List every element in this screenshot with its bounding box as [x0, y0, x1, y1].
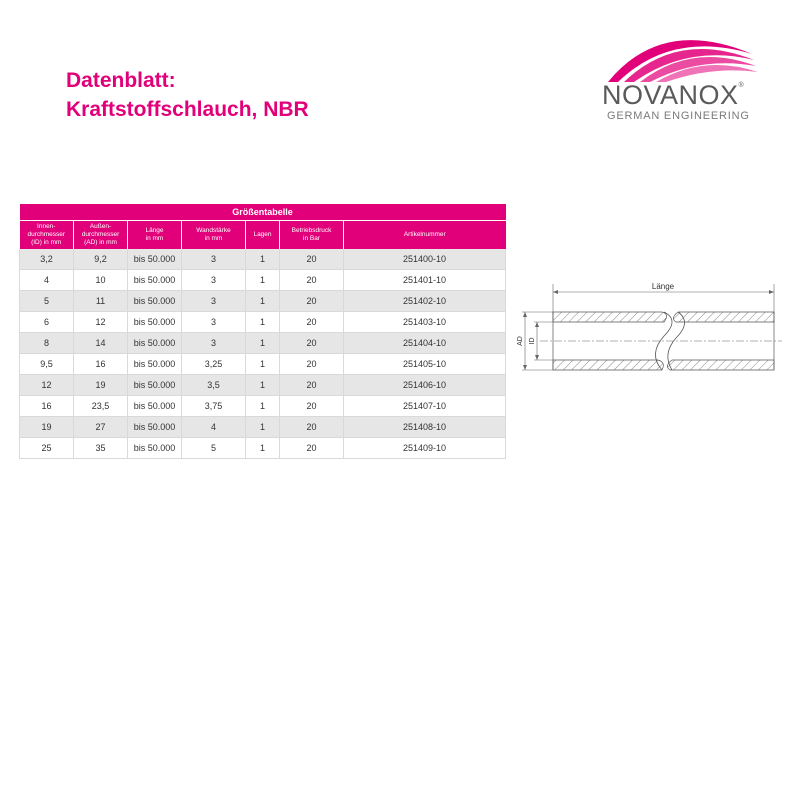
logo-swoosh-icon	[602, 24, 764, 84]
table-cell: 14	[74, 333, 128, 354]
column-header-line: in Bar	[303, 235, 320, 242]
table-cell: 251402-10	[344, 291, 506, 312]
table-cell: 1	[246, 291, 280, 312]
novanox-logo	[602, 24, 764, 128]
table-cell: 12	[74, 312, 128, 333]
logo-brand	[602, 80, 764, 111]
logo-brand-text: NOVANOX	[602, 80, 739, 110]
table-cell: 4	[20, 270, 74, 291]
table-cell: 3,5	[182, 375, 246, 396]
table-caption: Größentabelle	[20, 204, 506, 221]
inner-diameter-label: ID	[529, 337, 536, 345]
table-cell: 9,5	[20, 354, 74, 375]
table-cell: 1	[246, 354, 280, 375]
table-cell: bis 50.000	[128, 333, 182, 354]
table-cell: 35	[74, 438, 128, 459]
table-cell: 1	[246, 417, 280, 438]
title-line-2: Kraftstoffschlauch, NBR	[66, 98, 309, 121]
table-cell: 251409-10	[344, 438, 506, 459]
table-cell: 19	[74, 375, 128, 396]
column-header	[20, 221, 74, 250]
table-cell: bis 50.000	[128, 270, 182, 291]
column-header-line: Betriebsdruck	[291, 227, 332, 234]
table-cell: 1	[246, 396, 280, 417]
table-cell: 5	[182, 438, 246, 459]
table-row	[20, 333, 506, 354]
table-row	[20, 417, 506, 438]
table-cell: 3	[182, 249, 246, 270]
column-header	[246, 221, 280, 250]
table-cell: 251404-10	[344, 333, 506, 354]
registered-mark: ®	[738, 82, 745, 89]
table-cell: 251405-10	[344, 354, 506, 375]
table-cell: bis 50.000	[128, 438, 182, 459]
hose-diagram	[510, 270, 790, 390]
table-row	[20, 396, 506, 417]
table-row	[20, 291, 506, 312]
table-cell: 251408-10	[344, 417, 506, 438]
column-header-line: durchmesser	[27, 231, 66, 238]
table-row	[20, 354, 506, 375]
table-cell: 5	[20, 291, 74, 312]
column-header-line: Artikelnummer	[403, 231, 446, 238]
table-cell: 1	[246, 375, 280, 396]
table-cell: bis 50.000	[128, 354, 182, 375]
table-cell: 1	[246, 270, 280, 291]
column-header-line: in mm	[145, 235, 164, 242]
table-cell: 20	[280, 312, 344, 333]
column-header	[344, 221, 506, 250]
table-header-row	[20, 221, 506, 250]
table-cell: 20	[280, 249, 344, 270]
column-header-line: in mm	[204, 235, 223, 242]
length-label: Länge	[651, 282, 675, 291]
table-cell: 20	[280, 333, 344, 354]
table-cell: 251403-10	[344, 312, 506, 333]
logo-tagline: GERMAN ENGINEERING	[607, 110, 750, 122]
table-cell: 20	[280, 396, 344, 417]
table-cell: bis 50.000	[128, 396, 182, 417]
table-row	[20, 438, 506, 459]
table-row	[20, 312, 506, 333]
table-cell: bis 50.000	[128, 249, 182, 270]
page-title	[66, 66, 309, 124]
table-cell: 251407-10	[344, 396, 506, 417]
table-cell: 4	[182, 417, 246, 438]
table-cell: 20	[280, 438, 344, 459]
table-cell: bis 50.000	[128, 291, 182, 312]
table-cell: 251406-10	[344, 375, 506, 396]
table-cell: 1	[246, 249, 280, 270]
table-cell: 3	[182, 270, 246, 291]
column-header-line: durchmesser	[81, 231, 120, 238]
title-line-1: Datenblatt:	[66, 69, 176, 92]
column-header-line: Innen-	[37, 223, 56, 230]
table-cell: 3,75	[182, 396, 246, 417]
table-cell: 1	[246, 438, 280, 459]
table-cell: bis 50.000	[128, 312, 182, 333]
table-cell: 12	[20, 375, 74, 396]
table-cell: 11	[74, 291, 128, 312]
table-cell: 1	[246, 312, 280, 333]
outer-diameter-label: AD	[517, 336, 524, 346]
table-cell: 16	[74, 354, 128, 375]
table-cell: 20	[280, 417, 344, 438]
table-cell: 3	[182, 312, 246, 333]
table-cell: 25	[20, 438, 74, 459]
column-header-line: (ID) in mm	[31, 239, 62, 246]
table-cell: 20	[280, 291, 344, 312]
table-cell: 27	[74, 417, 128, 438]
table-cell: 10	[74, 270, 128, 291]
table-cell: 251401-10	[344, 270, 506, 291]
table-cell: 19	[20, 417, 74, 438]
table-row	[20, 375, 506, 396]
table-cell: 6	[20, 312, 74, 333]
table-cell: 3,2	[20, 249, 74, 270]
table-cell: 9,2	[74, 249, 128, 270]
table-cell: 3,25	[182, 354, 246, 375]
column-header-line: Außen-	[89, 223, 112, 230]
table-cell: 251400-10	[344, 249, 506, 270]
table-cell: 16	[20, 396, 74, 417]
table-row	[20, 249, 506, 270]
table-cell: 20	[280, 375, 344, 396]
table-cell: 20	[280, 270, 344, 291]
column-header-line: Länge	[145, 227, 164, 234]
table-cell: 3	[182, 291, 246, 312]
table-cell: 20	[280, 354, 344, 375]
table-cell: 23,5	[74, 396, 128, 417]
table-cell: 1	[246, 333, 280, 354]
column-header	[280, 221, 344, 250]
column-header-line: Wandstärke	[196, 227, 231, 234]
column-header	[74, 221, 128, 250]
size-table	[19, 204, 505, 459]
column-header	[128, 221, 182, 250]
column-header-line: (AD) in mm	[84, 239, 117, 246]
table-cell: 8	[20, 333, 74, 354]
column-header	[182, 221, 246, 250]
column-header-line: Lagen	[253, 231, 272, 238]
table-cell: bis 50.000	[128, 375, 182, 396]
table-cell: 3	[182, 333, 246, 354]
table-cell: bis 50.000	[128, 417, 182, 438]
table-row	[20, 270, 506, 291]
